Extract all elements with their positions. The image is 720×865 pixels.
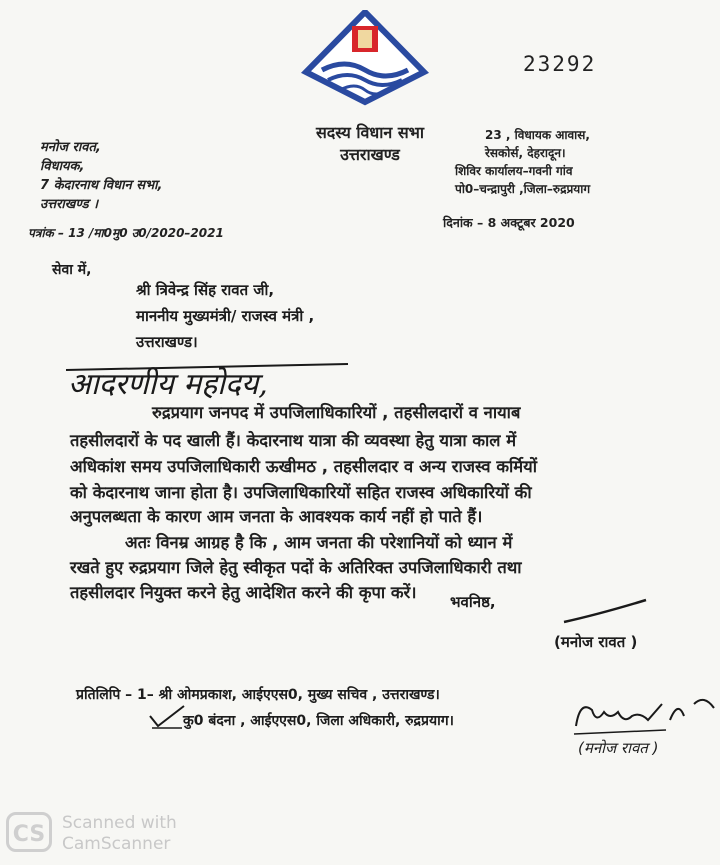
copy-line-1: प्रतिलिपि – 1– श्री ओमप्रकाश, आईएएस0, मुख्य सचिव , उत्तराखण्ड। bbox=[76, 687, 440, 703]
body-line-4: को केदारनाथ जाना होता है। उपजिलाधिकारियों सहित राजस्व अधिकारियों की bbox=[70, 483, 532, 502]
sender-block bbox=[40, 138, 163, 214]
recipient-line-1: श्री त्रिवेन्द्र सिंह रावत जी, bbox=[136, 281, 275, 299]
signatory-name: (मनोज रावत ) bbox=[554, 633, 638, 651]
body-line-6: अतः विनम्र आग्रह है कि , आम जनता की परेशानियों को ध्यान में bbox=[125, 533, 513, 552]
watermark-line-1: Scanned with bbox=[62, 813, 177, 833]
check-mark-icon bbox=[148, 702, 188, 732]
sender-state: उत्तराखण्ड । bbox=[40, 197, 99, 212]
letterhead-title bbox=[305, 122, 435, 165]
handwritten-signature bbox=[570, 690, 720, 740]
address-line-3: शिविर कार्यालय–गवनी गांव bbox=[455, 164, 573, 178]
signatory-name-2: (मनोज रावत ) bbox=[578, 739, 659, 757]
address-line-1: 23 , विधायक आवास, bbox=[485, 128, 590, 142]
assembly-emblem-icon bbox=[300, 10, 430, 110]
address-line-2: रेसकोर्स, देहरादून। bbox=[485, 146, 566, 160]
recipient-line-2: माननीय मुख्यमंत्री/ राजस्व मंत्री , bbox=[136, 307, 315, 325]
org-title: सदस्य विधान सभा bbox=[315, 123, 425, 142]
body-line-2: तहसीलदारों के पद खाली हैं। केदारनाथ यात्रा की व्यवस्था हेतु यात्रा काल में bbox=[70, 431, 517, 450]
address-line-4: पो0–चन्द्रापुरी ,जिला–रुद्रप्रयाग bbox=[455, 182, 591, 196]
reference-number: पत्रांक – 13 /मा0मु0 उ0/2020–2021 bbox=[28, 226, 224, 240]
watermark-line-2: CamScanner bbox=[62, 834, 171, 854]
body-line-7: रखते हुए रुद्रप्रयाग जिले हेतु स्वीकृत पदों के अतिरिक्त उपजिलाधिकारी तथा bbox=[70, 558, 522, 577]
document-number: 23292 bbox=[523, 52, 597, 76]
copy-line-2: कु0 बंदना , आईएएस0, जिला अधिकारी, रुद्रप्रयाग। bbox=[183, 713, 454, 729]
recipient-line-3: उत्तराखण्ड। bbox=[136, 333, 198, 351]
camscanner-logo-icon: CS bbox=[6, 812, 52, 852]
sender-name: मनोज रावत, bbox=[40, 140, 101, 155]
body-line-8: तहसीलदार नियुक्त करने हेतु आदेशित करने की कृपा करें। bbox=[70, 583, 417, 602]
letter-date: दिनांक – 8 अक्टूबर 2020 bbox=[443, 215, 575, 230]
signature-stroke bbox=[560, 596, 650, 626]
body-line-3: अधिकांश समय उपजिलाधिकारी ऊखीमठ , तहसीलदार व अन्य राजस्व कर्मियों bbox=[70, 457, 538, 476]
closing: भवनिष्ठ, bbox=[450, 593, 496, 611]
address-block bbox=[455, 126, 590, 198]
salutation: आदरणीय महोदय, bbox=[68, 367, 268, 402]
body-line-5: अनुपलब्धता के कारण आम जनता के आवश्यक कार्य नहीं हो पाते हैं। bbox=[70, 507, 483, 526]
sender-role: विधायक, bbox=[40, 159, 85, 174]
body-line-1: रुद्रप्रयाग जनपद में उपजिलाधिकारियों , तहसीलदारों व नायाब bbox=[152, 403, 521, 422]
scanner-watermark bbox=[62, 813, 177, 855]
salutation-to: सेवा में, bbox=[52, 262, 92, 278]
org-state: उत्तराखण्ड bbox=[340, 144, 400, 164]
sender-constituency: 7 केदारनाथ विधान सभा, bbox=[40, 178, 163, 193]
